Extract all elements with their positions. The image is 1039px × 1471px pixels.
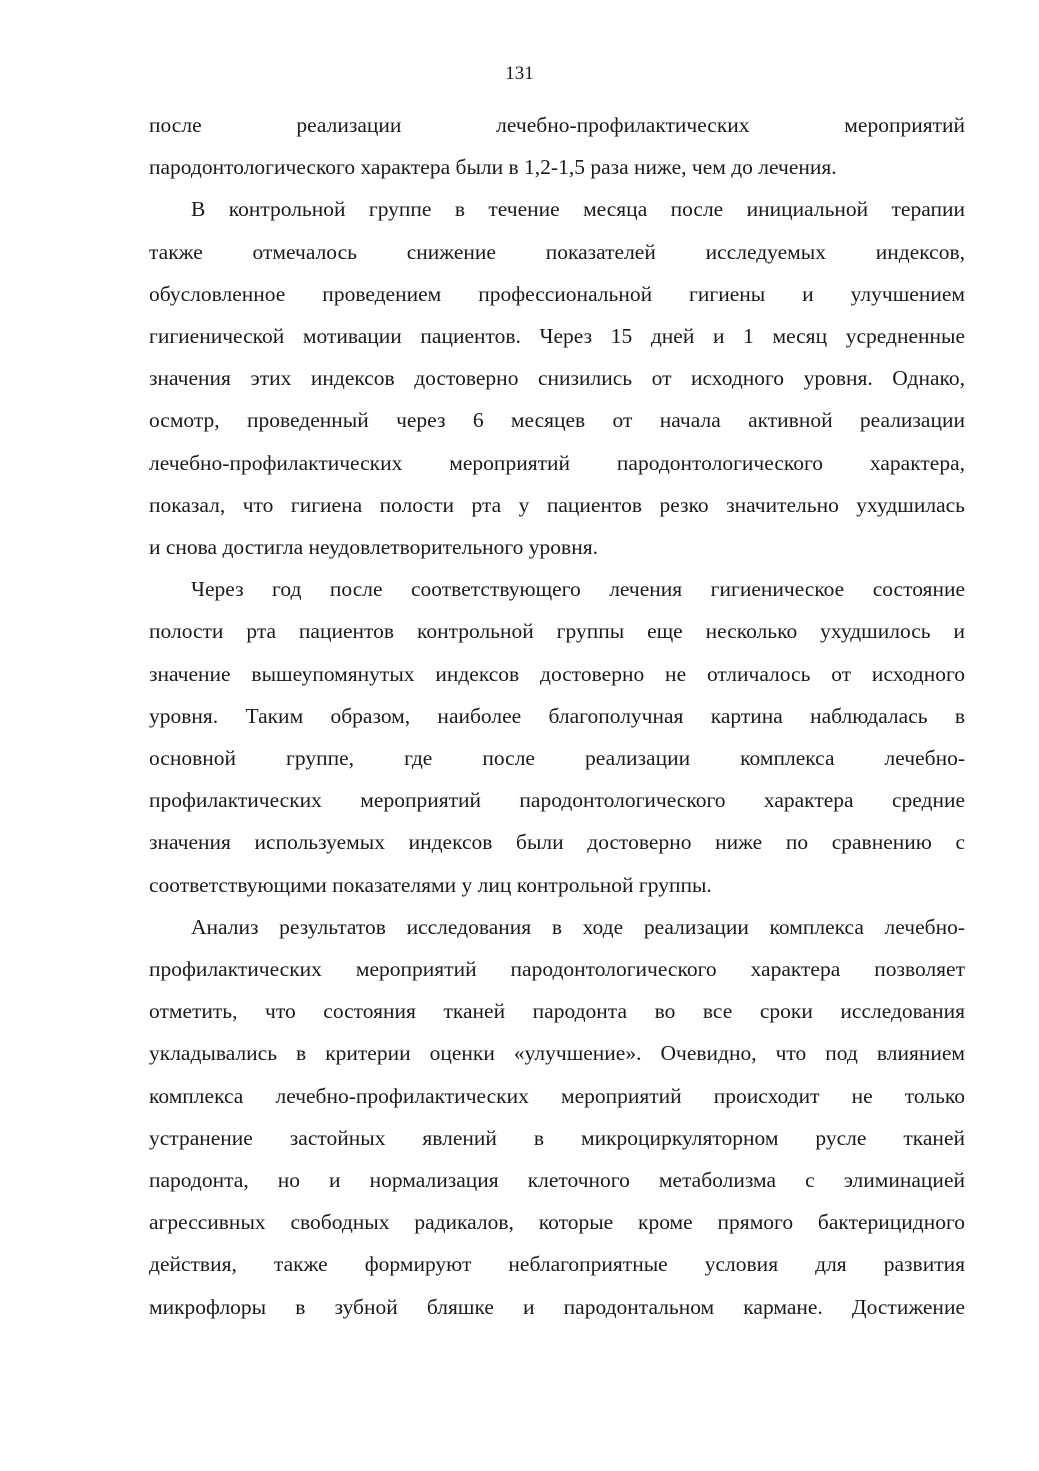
text-line: показал, что гигиена полости рта у пациентов резко значительно ухудшилась [149,492,965,517]
text-line: соответствующими показателями у лиц контрольной группы. [149,872,712,897]
paragraph [149,906,965,1328]
body-text [149,104,965,1328]
paragraph [149,188,965,568]
text-line: лечебно-профилактических мероприятий пародонтологического характера, [149,450,965,475]
text-line: и снова достигла неудовлетворительного уровня. [149,535,598,560]
text-line: профилактических мероприятий пародонтологического характера позволяет [149,957,965,982]
text-line: гигиенической мотивации пациентов. Через 15 дней и 1 месяц усредненные [149,324,965,349]
text-line: значения этих индексов достоверно снизились от исходного уровня. Однако, [149,366,965,391]
text-line: устранение застойных явлений в микроциркуляторном русле тканей [149,1125,965,1150]
text-line: В контрольной группе в течение месяца после инициальной терапии [191,197,965,222]
text-line: Через год после соответствующего лечения гигиеническое состояние [191,577,965,602]
text-line: Анализ результатов исследования в ходе реализации комплекса лечебно- [191,914,965,939]
text-line: осмотр, проведенный через 6 месяцев от начала активной реализации [149,408,965,433]
text-line: микрофлоры в зубной бляшке и пародонтальном кармане. Достижение [149,1294,965,1319]
text-line: пародонта, но и нормализация клеточного метаболизма с элиминацией [149,1168,965,1193]
paragraph [149,568,965,906]
text-line: также отмечалось снижение показателей исследуемых индексов, [149,239,965,264]
paragraph [149,104,965,188]
text-line: обусловленное проведением профессиональной гигиены и улучшением [149,281,965,306]
text-line: пародонтологического характера были в 1,2-1,5 раза ниже, чем до лечения. [149,155,837,180]
text-line: после реализации лечебно-профилактических мероприятий [149,113,965,137]
text-line: укладывались в критерии оценки «улучшение». Очевидно, что под влиянием [149,1041,965,1066]
text-line: значения используемых индексов были достоверно ниже по сравнению с [149,830,965,855]
text-line: значение вышеупомянутых индексов достоверно не отличалось от исходного [149,661,965,686]
text-line: уровня. Таким образом, наиболее благополучная картина наблюдалась в [149,703,965,728]
text-line: основной группе, где после реализации комплекса лечебно- [149,746,965,771]
text-line: действия, также формируют неблагоприятные условия для развития [149,1252,965,1277]
text-line: комплекса лечебно-профилактических мероприятий происходит не только [149,1083,965,1108]
page-number: 131 [505,63,534,84]
text-line: полости рта пациентов контрольной группы еще несколько ухудшилось и [149,619,965,644]
text-line: отметить, что состояния тканей пародонта во все сроки исследования [149,999,965,1024]
text-line: профилактических мероприятий пародонтологического характера средние [149,788,965,813]
text-line: агрессивных свободных радикалов, которые кроме прямого бактерицидного [149,1210,965,1235]
